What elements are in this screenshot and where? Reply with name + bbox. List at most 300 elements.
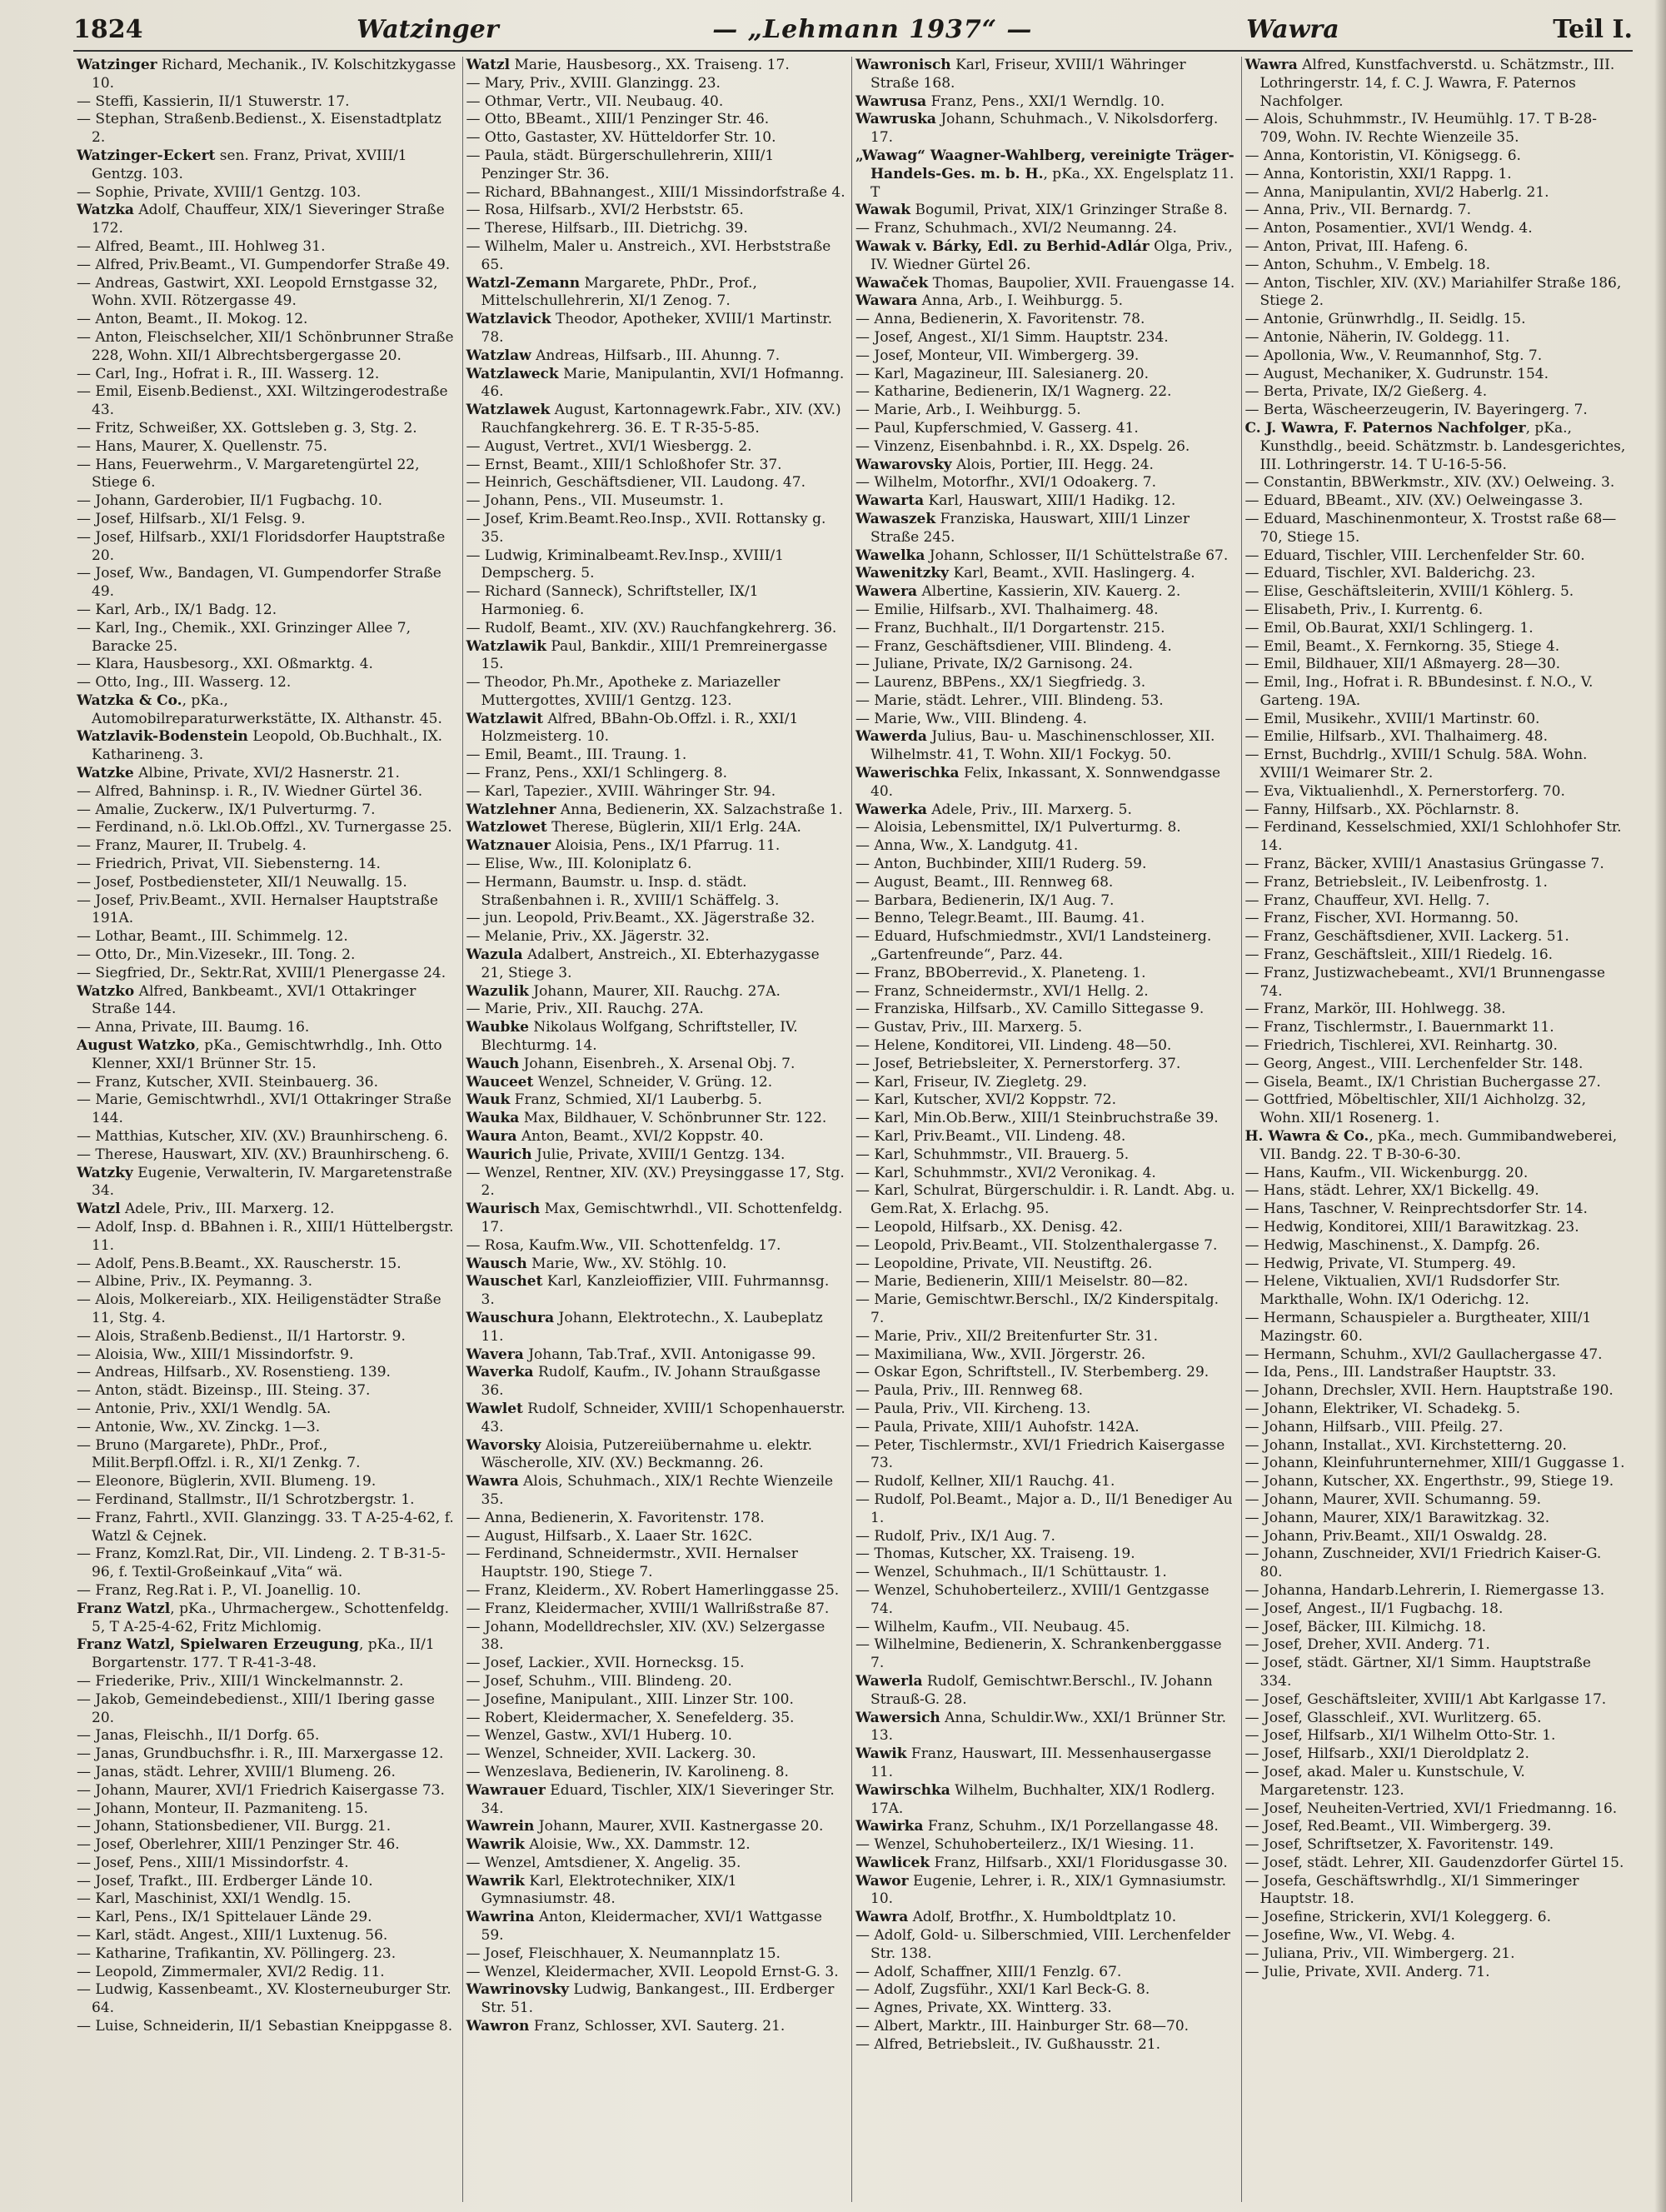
entry-details: — Anna, Private, III. Baumg. 16. bbox=[77, 1019, 310, 1036]
directory-entry bbox=[1245, 347, 1627, 366]
entry-details: — Wenzel, Gastw., XVI/1 Huberg. 10. bbox=[466, 1727, 732, 1745]
entry-details: — Otto, Dr., Min.Vizesekr., III. Tong. 2. bbox=[77, 946, 356, 964]
entry-details: — Marie, Priv., XII. Rauchg. 27A. bbox=[466, 1001, 704, 1018]
directory-entry bbox=[77, 1256, 457, 1274]
entry-surname: Wawrusa bbox=[855, 92, 927, 110]
directory-entry bbox=[855, 1382, 1236, 1401]
directory-entry bbox=[466, 402, 847, 438]
directory-entry bbox=[77, 783, 457, 801]
entry-details: — Eduard, Tischler, XVI. Balderichg. 23. bbox=[1245, 565, 1536, 582]
directory-entry bbox=[466, 1818, 847, 1836]
directory-entry bbox=[1245, 1619, 1627, 1637]
entry-details: — Hans, Feuerwehrm., V. Margaretengürtel 22, Stiege 6. bbox=[77, 456, 420, 492]
entry-details: — Luise, Schneiderin, II/1 Sebastian Kneippgasse 8. bbox=[77, 2018, 453, 2035]
entry-details: — Antonie, Grünwrhdlg., II. Seidlg. 15. bbox=[1245, 311, 1526, 328]
directory-entry bbox=[466, 1528, 847, 1546]
directory-entry bbox=[466, 129, 847, 147]
directory-entry bbox=[77, 1745, 457, 1764]
entry-details: — Thomas, Kutscher, XX. Traiseng. 19. bbox=[855, 1545, 1135, 1563]
directory-entry bbox=[1245, 1909, 1627, 1927]
directory-entry bbox=[855, 1855, 1236, 1873]
entry-details: — Ernst, Beamt., XIII/1 Schloßhofer Str. 37. bbox=[466, 456, 782, 473]
entry-details: — Franz, Markör, III. Hohlwegg. 38. bbox=[1245, 1001, 1506, 1018]
entry-details: Nikolaus Wolfgang, Schriftsteller, IV. Blechturmg. 14. bbox=[481, 1019, 798, 1055]
entry-details: — Wenzel, Amtsdiener, X. Angelig. 35. bbox=[466, 1854, 741, 1871]
directory-entry bbox=[466, 1074, 847, 1092]
directory-entry bbox=[466, 1310, 847, 1346]
entry-details: — Johann, Stationsbediener, VII. Burgg. 21. bbox=[77, 1818, 392, 1835]
entry-details: — Ferdinand, n.ö. Lkl.Ob.Offzl., XV. Turnergasse 25. bbox=[77, 819, 452, 836]
directory-entry bbox=[466, 1745, 847, 1764]
directory-entry bbox=[77, 1401, 457, 1419]
directory-entry bbox=[855, 837, 1236, 856]
entry-details: — Alfred, Priv.Beamt., VI. Gumpendorfer Straße 49. bbox=[77, 256, 451, 273]
directory-entry bbox=[1245, 783, 1627, 801]
directory-entry bbox=[1245, 1201, 1627, 1219]
entry-details: , pKa., mech. Gummibandweberei, VII. Bandg. 22. T B-30-6-30. bbox=[1259, 1128, 1618, 1163]
entry-details: — Johann, Hilfsarb., VIII. Pfeilg. 27. bbox=[1245, 1418, 1504, 1436]
entry-details: — Helene, Viktualien, XVI/1 Rudsdorfer Str. Markthalle, Wohn. IX/1 Oderichg. 12. bbox=[1245, 1273, 1561, 1309]
directory-entry bbox=[77, 511, 457, 529]
directory-entry bbox=[855, 674, 1236, 692]
entry-details: — Rudolf, Beamt., XIV. (XV.) Rauchfangkehrerg. 36. bbox=[466, 619, 837, 637]
directory-entry bbox=[466, 511, 847, 547]
directory-entry bbox=[855, 111, 1236, 147]
directory-entry bbox=[855, 1091, 1236, 1110]
directory-entry bbox=[77, 1346, 457, 1365]
directory-entry bbox=[77, 93, 457, 112]
directory-entry bbox=[855, 2036, 1236, 2055]
entry-details: — Franz, Buchhalt., II/1 Dorgartenstr. 215. bbox=[855, 619, 1165, 637]
directory-entry bbox=[855, 1401, 1236, 1419]
entry-details: — Katharine, Bedienerin, IX/1 Wagnerg. 22. bbox=[855, 383, 1172, 401]
entry-details: Alfred, BBahn-Ob.Offzl. i. R., XXI/1 Holzmeisterg. 10. bbox=[481, 710, 799, 746]
entry-details: — Hans, Kaufm., VII. Wickenburgg. 20. bbox=[1245, 1164, 1529, 1181]
entry-details: — Eduard, Hufschmiedmstr., XVI/1 Landsteinerg. „Gartenfreunde“, Parz. 44. bbox=[855, 928, 1212, 964]
directory-entry bbox=[855, 910, 1236, 928]
entry-details: — Anton, Privat, III. Hafeng. 6. bbox=[1245, 237, 1469, 255]
entry-details: — Paula, Priv., VII. Kircheng. 13. bbox=[855, 1400, 1091, 1417]
entry-details: Aloisie, Ww., XX. Dammstr. 12. bbox=[524, 1836, 751, 1854]
directory-column bbox=[73, 57, 463, 2202]
entry-details: — Friederike, Priv., XIII/1 Winckelmannstr. 2. bbox=[77, 1672, 404, 1690]
entry-details: — Johann, Kutscher, XX. Engerthstr., 99, Stiege 19. bbox=[1245, 1473, 1614, 1490]
directory-entry bbox=[855, 1909, 1236, 1927]
entry-details: Franz, Schuhm., IX/1 Porzellangasse 48. bbox=[923, 1818, 1219, 1835]
directory-column bbox=[852, 57, 1242, 2202]
directory-entry bbox=[855, 474, 1236, 492]
directory-entry bbox=[855, 620, 1236, 638]
directory-entry bbox=[1245, 746, 1627, 783]
directory-entry bbox=[77, 1890, 457, 1909]
directory-entry bbox=[466, 1545, 847, 1582]
entry-details: — August, Hilfsarb., X. Laaer Str. 162C. bbox=[466, 1527, 753, 1545]
directory-entry bbox=[1245, 1364, 1627, 1382]
entry-details: — Franz, Geschäftsdiener, XVII. Lackerg. 51. bbox=[1245, 928, 1569, 946]
entry-details: — Gisela, Beamt., IX/1 Christian Buchergasse 27. bbox=[1245, 1073, 1601, 1091]
entry-details: — Karl, Schuhmmstr., XVI/2 Veronikag. 4. bbox=[855, 1164, 1156, 1181]
entry-details: — Rosa, Hilfsarb., XVI/2 Herbststr. 65. bbox=[466, 202, 744, 219]
entry-details: Franz, Hilfsarb., XXI/1 Floridusgasse 30. bbox=[930, 1854, 1228, 1871]
entry-details: — Marie, Ww., VIII. Blindeng. 4. bbox=[855, 710, 1087, 727]
directory-entry bbox=[77, 819, 457, 837]
directory-entry bbox=[855, 638, 1236, 657]
directory-entry bbox=[1245, 1382, 1627, 1401]
entry-details: Adele, Priv., III. Marxerg. 5. bbox=[926, 801, 1132, 818]
entry-details: — Josef, Geschäftsleiter, XVIII/1 Abt Karlgasse 17. bbox=[1245, 1690, 1607, 1708]
entry-surname: Waurich bbox=[466, 1146, 532, 1163]
directory-entry bbox=[855, 347, 1236, 366]
entry-details: — Otto, Gastaster, XV. Hütteldorfer Str. 10. bbox=[466, 129, 776, 147]
directory-entry bbox=[77, 1146, 457, 1165]
entry-details: Johann, Eisenbreh., X. Arsenal Obj. 7. bbox=[519, 1055, 796, 1072]
directory-entry bbox=[466, 474, 847, 492]
directory-entry bbox=[77, 1782, 457, 1800]
entry-details: Max, Gemischtwrhdl., VII. Schottenfeldg. 17. bbox=[481, 1201, 843, 1236]
entry-details: — Josef, Oberlehrer, XIII/1 Penzinger Str. 46. bbox=[77, 1836, 400, 1854]
directory-entry bbox=[855, 420, 1236, 438]
directory-entry bbox=[855, 1582, 1236, 1619]
entry-details: — Paul, Kupferschmied, V. Gasserg. 41. bbox=[855, 419, 1139, 437]
entry-surname: Waverka bbox=[466, 1364, 534, 1381]
entry-details: — Peter, Tischlermstr., XVI/1 Friedrich Kaisergasse 73. bbox=[855, 1436, 1225, 1472]
directory-entry bbox=[77, 438, 457, 457]
entry-details: — Franz, Kleiderm., XV. Robert Hamerlinggasse 25. bbox=[466, 1581, 840, 1599]
entry-surname: Wausch bbox=[466, 1255, 527, 1272]
directory-entry bbox=[77, 983, 457, 1020]
entry-surname: Wawerka bbox=[855, 801, 927, 818]
directory-entry bbox=[855, 1037, 1236, 1056]
directory-entry bbox=[77, 311, 457, 329]
entry-details: — Josef, Trafkt., III. Erdberger Lände 10. bbox=[77, 1872, 373, 1890]
entry-details: — Rudolf, Kellner, XII/1 Rauchg. 41. bbox=[855, 1473, 1115, 1490]
directory-entry bbox=[855, 1545, 1236, 1564]
entry-details: — Josef, Schriftsetzer, X. Favoritenstr. 149. bbox=[1245, 1836, 1554, 1854]
entry-details: — Ferdinand, Kesselschmied, XXI/1 Schlohhofer Str. 14. bbox=[1245, 819, 1622, 855]
entry-details: — Josef, Krim.Beamt.Reo.Insp., XVII. Rottansky g. 35. bbox=[466, 510, 826, 546]
entry-details: — Katharine, Trafikantin, XV. Pöllingerg. 23. bbox=[77, 1945, 397, 1962]
entry-details: — Karl, Schuhmmstr., VII. Brauerg. 5. bbox=[855, 1146, 1130, 1163]
entry-details: — Karl, Maschinist, XXI/1 Wendlg. 15. bbox=[77, 1890, 352, 1908]
entry-surname: Wawrein bbox=[466, 1818, 535, 1835]
directory-entry bbox=[855, 801, 1236, 820]
directory-entry bbox=[1245, 819, 1627, 856]
entry-details: — Hans, Maurer, X. Quellenstr. 75. bbox=[77, 437, 327, 455]
directory-entry bbox=[855, 965, 1236, 983]
entry-details: Johann, Maurer, XII. Rauchg. 27A. bbox=[528, 982, 781, 1000]
directory-entry bbox=[1245, 547, 1627, 566]
directory-entry bbox=[1245, 965, 1627, 1001]
entry-details: Aloisia, Putzereiübernahme u. elektr. Wäscherolle, XIV. (XV.) Beckmanng. 26. bbox=[481, 1436, 813, 1472]
entry-details: Margarete, PhDr., Prof., Mittelschullehrerin, XI/1 Zenog. 7. bbox=[481, 274, 757, 310]
entry-details: — Johann, Kleinfuhrunternehmer, XIII/1 Guggasse 1. bbox=[1245, 1455, 1625, 1472]
entry-details: — Johann, Priv.Beamt., XII/1 Oswaldg. 28. bbox=[1245, 1527, 1548, 1545]
directory-entry bbox=[77, 1165, 457, 1201]
entry-details: Alois, Schuhmach., XIX/1 Rechte Wienzeile 35. bbox=[481, 1473, 834, 1508]
directory-entry bbox=[466, 801, 847, 820]
directory-entry bbox=[855, 928, 1236, 965]
entry-details: Marie, Manipulantin, XVI/1 Hofmanng. 46. bbox=[481, 365, 845, 401]
entry-surname: Wawlicek bbox=[855, 1854, 930, 1871]
directory-entry bbox=[1245, 238, 1627, 257]
directory-entry bbox=[466, 765, 847, 783]
entry-details: — Franz, Justizwachebeamt., XVI/1 Brunnengasse 74. bbox=[1245, 964, 1605, 1000]
directory-entry bbox=[855, 1273, 1236, 1291]
directory-entry bbox=[77, 765, 457, 783]
directory-entry bbox=[855, 438, 1236, 457]
directory-entry bbox=[466, 837, 847, 856]
directory-entry bbox=[77, 1201, 457, 1219]
entry-details: — Karl, Arb., IX/1 Badg. 12. bbox=[77, 601, 277, 618]
entry-details: — Berta, Wäscheerzeugerin, IV. Bayeringerg. 7. bbox=[1245, 402, 1588, 419]
entry-details: — Otto, BBeamt., XIII/1 Penzinger Str. 46. bbox=[466, 111, 770, 128]
directory-entry bbox=[855, 856, 1236, 874]
entry-details: — Josef, Angest., II/1 Fugbachg. 18. bbox=[1245, 1600, 1504, 1617]
entry-details: — Johann, Monteur, II. Pazmaniteng. 15. bbox=[77, 1800, 368, 1817]
entry-surname: Watzke bbox=[77, 765, 134, 782]
entry-surname: Wawirschka bbox=[855, 1781, 950, 1799]
directory-entry bbox=[1245, 1019, 1627, 1037]
entry-details: — Georg, Angest., VIII. Lerchenfelder Str. 148. bbox=[1245, 1055, 1584, 1072]
entry-surname: Franz Watzl, Spielwaren Erzeugung bbox=[77, 1636, 359, 1654]
directory-entry bbox=[1245, 402, 1627, 420]
entry-details: — Franz, Komzl.Rat, Dir., VII. Lindeng. 2. T B-31-5-96, f. Textil-Großeinkauf „Vita“ wä. bbox=[77, 1545, 446, 1581]
entry-details: — Johann, Drechsler, XVII. Hern. Hauptstraße 190. bbox=[1245, 1382, 1614, 1400]
entry-surname: Watzl-Zemann bbox=[466, 274, 581, 292]
directory-entry bbox=[855, 1001, 1236, 1019]
entry-details: Adele, Priv., III. Marxerg. 12. bbox=[120, 1201, 335, 1218]
entry-details: — Benno, Telegr.Beamt., III. Baumg. 41. bbox=[855, 910, 1145, 927]
directory-entry bbox=[466, 1836, 847, 1855]
directory-entry bbox=[77, 1691, 457, 1728]
entry-details: — Karl, Friseur, IV. Ziegletg. 29. bbox=[855, 1073, 1087, 1091]
entry-details: — Ida, Pens., III. Landstraßer Hauptstr. 33. bbox=[1245, 1364, 1557, 1381]
directory-entry bbox=[77, 383, 457, 420]
entry-surname: Watzl bbox=[77, 1201, 121, 1218]
entry-details: — Hedwig, Konditorei, XIII/1 Barawitzkag. 23. bbox=[1245, 1219, 1579, 1236]
entry-details: — Stephan, Straßenb.Bedienst., X. Eisenstadtplatz 2. bbox=[77, 111, 441, 147]
page-header bbox=[73, 10, 1633, 48]
directory-entry bbox=[77, 965, 457, 983]
entry-details: — Wilhelmine, Bedienerin, X. Schrankenberggasse 7. bbox=[855, 1636, 1222, 1672]
entry-details: — Franz, Fischer, XVI. Hormanng. 50. bbox=[1245, 910, 1519, 927]
directory-entry bbox=[77, 1545, 457, 1582]
directory-entry bbox=[855, 1636, 1236, 1673]
directory-entry bbox=[466, 674, 847, 711]
entry-details: Karl, Friseur, XVIII/1 Währinger Straße 168. bbox=[870, 57, 1186, 92]
directory-entry bbox=[855, 1128, 1236, 1146]
directory-entry bbox=[855, 366, 1236, 384]
entry-surname: Wazulik bbox=[466, 982, 529, 1000]
entry-details: — Eduard, BBeamt., XIV. (XV.) Oelweingasse 3. bbox=[1245, 492, 1584, 510]
entry-details: — Alois, Molkereiarb., XIX. Heiligenstädter Straße 11, Stg. 4. bbox=[77, 1291, 441, 1326]
entry-details: — Josefine, Manipulant., XIII. Linzer Str. 100. bbox=[466, 1690, 794, 1708]
directory-entry bbox=[1245, 674, 1627, 711]
directory-entry bbox=[1245, 1237, 1627, 1256]
entry-details: — Robert, Kleidermacher, X. Senefelderg. 35. bbox=[466, 1709, 795, 1726]
directory-entry bbox=[855, 1056, 1236, 1074]
directory-entry bbox=[466, 1146, 847, 1165]
directory-entry bbox=[466, 983, 847, 1001]
entry-surname: Watzinger bbox=[77, 57, 157, 73]
entry-details: , pKa., Uhrmachergew., Schottenfeldg. 5, T A-25-4-62, Fritz Michlomig. bbox=[92, 1600, 450, 1635]
entry-details: — Matthias, Kutscher, XIV. (XV.) Braunhirscheng. 6. bbox=[77, 1128, 448, 1146]
entry-surname: Wawak bbox=[855, 202, 911, 219]
entry-details: — Wilhelm, Maler u. Anstreich., XVI. Herbststraße 65. bbox=[466, 237, 831, 273]
directory-entry bbox=[77, 602, 457, 620]
directory-entry bbox=[1245, 1473, 1627, 1491]
directory-entry bbox=[77, 1091, 457, 1128]
entry-details: — Josef, Lackier., XVII. Hornecksg. 15. bbox=[466, 1655, 745, 1672]
entry-details: — Eduard, Maschinenmonteur, X. Trostst raße 68—70, Stiege 15. bbox=[1245, 510, 1617, 546]
directory-entry bbox=[855, 583, 1236, 602]
directory-entry bbox=[466, 1909, 847, 1945]
directory-entry bbox=[855, 711, 1236, 729]
directory-entry bbox=[1245, 1545, 1627, 1582]
entry-surname: Wawrik bbox=[466, 1872, 525, 1890]
directory-entry bbox=[77, 147, 457, 184]
entry-details: — Anton, Fleischselcher, XII/1 Schönbrunner Straße 228, Wohn. XII/1 Albrechtsbergergasse 20. bbox=[77, 328, 454, 364]
entry-details: — Emil, Beamt., III. Traung. 1. bbox=[466, 746, 687, 764]
entry-surname: Watzinger-Eckert bbox=[77, 147, 216, 164]
directory-entry bbox=[855, 329, 1236, 347]
entry-details: Andreas, Hilfsarb., III. Ahunng. 7. bbox=[531, 347, 781, 364]
entry-details: Julius, Bau- u. Maschinenschlosser, XII. Wilhelmstr. 41, T. Wohn. XII/1 Fockyg. 50. bbox=[870, 728, 1215, 764]
directory-entry bbox=[855, 275, 1236, 293]
entry-details: Max, Bildhauer, V. Schönbrunner Str. 122. bbox=[519, 1110, 827, 1127]
entry-details: — Franz, Betriebsleit., IV. Leibenfrostg. 1. bbox=[1245, 873, 1548, 891]
entry-details: — Richard, BBahnangest., XIII/1 Missindorfstraße 4. bbox=[466, 183, 845, 201]
directory-entry bbox=[855, 892, 1236, 911]
directory-entry bbox=[855, 2000, 1236, 2018]
entry-details: — August, Vertret., XVI/1 Wiesbergg. 2. bbox=[466, 437, 752, 455]
directory-entry bbox=[855, 547, 1236, 566]
entry-details: — Hedwig, Maschinenst., X. Dampfg. 26. bbox=[1245, 1236, 1540, 1254]
directory-entry bbox=[466, 583, 847, 620]
entry-details: — Karl, Priv.Beamt., VII. Lindeng. 48. bbox=[855, 1128, 1126, 1146]
entry-surname: Wauch bbox=[466, 1055, 520, 1072]
entry-details: Adolf, Chauffeur, XIX/1 Sieveringer Straße 172. bbox=[92, 202, 445, 237]
entry-details: — Josef, Schuhm., VIII. Blindeng. 20. bbox=[466, 1672, 732, 1690]
directory-entry bbox=[1245, 383, 1627, 402]
directory-entry bbox=[1245, 638, 1627, 657]
entry-details: — Leopold, Priv.Beamt., VII. Stolzenthalergasse 7. bbox=[855, 1236, 1218, 1254]
entry-details: Karl, Hauswart, XIII/1 Hadikg. 12. bbox=[924, 492, 1176, 510]
directory-entry bbox=[855, 1673, 1236, 1710]
entry-details: — Johann, Modelldrechsler, XIV. (XV.) Selzergasse 38. bbox=[466, 1618, 826, 1654]
entry-surname: Watzl bbox=[466, 57, 511, 73]
entry-details: Eduard, Tischler, XIX/1 Sieveringer Str. 34. bbox=[481, 1781, 835, 1817]
directory-entry bbox=[77, 1818, 457, 1836]
entry-details: — Friedrich, Privat, VII. Siebensterng. 14. bbox=[77, 856, 381, 873]
entry-details: — Ludwig, Kriminalbeamt.Rev.Insp., XVIII/1 Dempscherg. 5. bbox=[466, 547, 784, 582]
directory-entry bbox=[1245, 202, 1627, 220]
entry-details: — Wilhelm, Motorfhr., XVI/1 Odoakerg. 7. bbox=[855, 474, 1157, 492]
scan-shadow bbox=[1654, 0, 1666, 2212]
directory-entry bbox=[1245, 1945, 1627, 1964]
directory-entry bbox=[855, 1182, 1236, 1219]
entry-details: — Siegfried, Dr., Sektr.Rat, XVIII/1 Plenergasse 24. bbox=[77, 964, 446, 981]
directory-entry bbox=[1245, 1401, 1627, 1419]
entry-surname: Wawruska bbox=[855, 111, 936, 128]
entry-details: — Franz, Geschäftsleit., XIII/1 Riedelg. 16. bbox=[1245, 946, 1554, 964]
entry-details: — Marie, Gemischtwrhdl., XVI/1 Ottakringer Straße 144. bbox=[77, 1091, 451, 1127]
directory-entry bbox=[77, 674, 457, 692]
directory-entry bbox=[77, 801, 457, 820]
directory-entry bbox=[855, 1836, 1236, 1855]
entry-details: — Gottfried, Möbeltischler, XII/1 Aichholzg. 32, Wohn. XII/1 Rosenerg. 1. bbox=[1245, 1091, 1587, 1127]
directory-entry bbox=[77, 1037, 457, 1074]
directory-entry bbox=[77, 1673, 457, 1691]
page-title: — „Lehmann 1937“ — bbox=[712, 14, 1033, 44]
directory-entry bbox=[1245, 1964, 1627, 1982]
entry-details: — Josef, Priv.Beamt., XVII. Hernalser Hauptstraße 191A. bbox=[77, 891, 438, 927]
directory-entry bbox=[77, 1964, 457, 1982]
directory-entry bbox=[855, 292, 1236, 311]
directory-entry bbox=[1245, 1600, 1627, 1619]
directory-entry bbox=[77, 1491, 457, 1510]
directory-entry bbox=[1245, 57, 1627, 111]
directory-entry bbox=[77, 565, 457, 602]
entry-surname: Watzky bbox=[77, 1164, 133, 1181]
entry-details: Rudolf, Kaufm., IV. Johann Straußgasse 36. bbox=[481, 1364, 821, 1400]
entry-details: — Franz, Schuhmach., XVI/2 Neumanng. 24. bbox=[855, 220, 1177, 237]
directory-entry bbox=[855, 656, 1236, 674]
entry-surname: Watzlavik-Bodenstein bbox=[77, 728, 248, 746]
entry-details: — Adolf, Schaffner, XIII/1 Fenzlg. 67. bbox=[855, 1963, 1122, 1980]
entry-details: — Ferdinand, Stallmstr., II/1 Schrotzbergstr. 1. bbox=[77, 1490, 415, 1508]
entry-details: — Wenzel, Schuhoberteilerz., XVIII/1 Gentzgasse 74. bbox=[855, 1581, 1210, 1617]
left-guide-word: Watzinger bbox=[357, 14, 499, 44]
entry-surname: Wawor bbox=[855, 1872, 909, 1890]
entry-details: — Agnes, Private, XX. Wintterg. 33. bbox=[855, 2000, 1112, 2017]
directory-entry bbox=[77, 257, 457, 275]
entry-surname: Watzlowet bbox=[466, 819, 547, 836]
entry-details: — Josef, Monteur, VII. Wimbergerg. 39. bbox=[855, 347, 1140, 364]
entry-surname: Wauka bbox=[466, 1110, 520, 1127]
directory-entry bbox=[466, 1201, 847, 1237]
entry-details: — Johann, Maurer, XVII. Schumanng. 59. bbox=[1245, 1490, 1542, 1508]
entry-details: — Anton, Buchbinder, XIII/1 Ruderg. 59. bbox=[855, 856, 1147, 873]
entry-details: — Johanna, Handarb.Lehrerin, I. Riemergasse 13. bbox=[1245, 1581, 1605, 1599]
entry-details: — Johann, Zuschneider, XVI/1 Friedrich Kaiser-G. 80. bbox=[1245, 1545, 1602, 1581]
directory-entry bbox=[466, 746, 847, 765]
entry-details: — Wenzeslava, Bedienerin, IV. Karolineng. 8. bbox=[466, 1763, 789, 1780]
directory-entry bbox=[77, 1074, 457, 1092]
directory-entry bbox=[1245, 1037, 1627, 1056]
directory-entry bbox=[466, 1091, 847, 1110]
directory-entry bbox=[1245, 711, 1627, 729]
directory-entry bbox=[1245, 602, 1627, 620]
directory-entry bbox=[77, 1291, 457, 1328]
entry-details: — Melanie, Priv., XX. Jägerstr. 32. bbox=[466, 928, 710, 946]
directory-entry bbox=[77, 1927, 457, 1945]
directory-entry bbox=[855, 57, 1236, 93]
directory-entry bbox=[466, 57, 847, 75]
directory-entry bbox=[77, 1981, 457, 2018]
entry-details: — Emil, Bildhauer, XII/1 Aßmayerg. 28—30. bbox=[1245, 656, 1561, 673]
directory-entry bbox=[466, 147, 847, 184]
entry-details: Rudolf, Gemischtwr.Berschl., IV. Johann Strauß-G. 28. bbox=[870, 1672, 1213, 1708]
entry-details: — Lothar, Beamt., III. Schimmelg. 12. bbox=[77, 928, 348, 946]
entry-surname: Wawrauer bbox=[466, 1781, 546, 1799]
entry-details: Rudolf, Schneider, XVIII/1 Schopenhauerstr. 43. bbox=[481, 1400, 845, 1436]
entry-details: — Paula, Private, XIII/1 Auhofstr. 142A. bbox=[855, 1418, 1140, 1436]
entry-details: — Andreas, Gastwirt, XXI. Leopold Ernstgasse 32, Wohn. XVII. Rötzergasse 49. bbox=[77, 274, 438, 310]
entry-details: — Josef, Hilfsarb., XI/1 Wilhelm Otto-Str. 1. bbox=[1245, 1727, 1556, 1745]
directory-entry bbox=[1245, 565, 1627, 583]
directory-entry bbox=[466, 1401, 847, 1437]
